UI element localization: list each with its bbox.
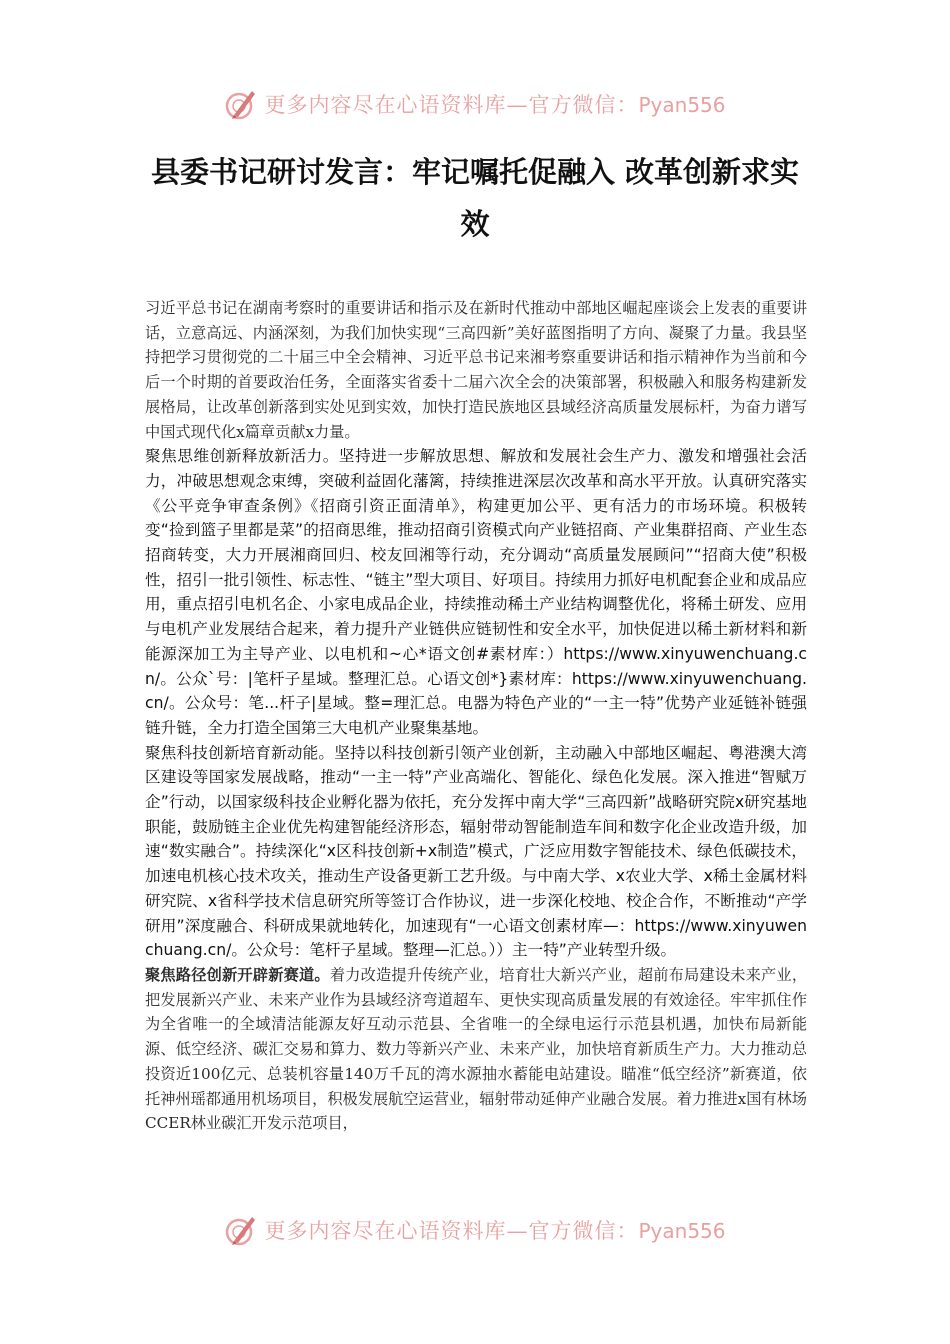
document-title: 县委书记研讨发言：牢记嘱托促融入 改革创新求实效 <box>150 155 800 241</box>
watermark-text: 更多内容尽在心语资料库—官方微信：Pyan556 <box>264 93 726 117</box>
paragraph-path-innovation: 聚焦路径创新开辟新赛道。着力改造提升传统产业，培育壮大新兴产业，超前布局建设未来产业，把发展新兴产业、未来产业作为县域经济弯道超车、更快实现高质量发展的有效途径。牢牢抓住作为全省唯一的全域清洁能源友好互动示范县、全省唯一的全绿电运行示范县机遇，加快布局新能源、低空经济、碳汇交易和算力、数力等新兴产业、未来产业，加快培育新质生产力。大力推动总投资近100亿元、总装机容量140万千瓦的湾水源抽水蓄能电站建设。瞄准“低空经济”新赛道，依托神州瑶都通用机场项目，积极发展航空运营业，辐射带动延伸产业融合发展。着力推进x国有林场CCER林业碳汇开发示范项目， <box>145 965 808 1133</box>
watermark-text: 更多内容尽在心语资料库—官方微信：Pyan556 <box>264 1219 726 1243</box>
pen-logo-icon <box>224 1213 258 1247</box>
paragraph-intro: 习近平总书记在湖南考察时的重要讲话和指示及在新时代推动中部地区崛起座谈会上发表的重要讲话，立意高远、内涵深刻，为我们加快实现“三高四新”美好蓝图指明了方向、凝聚了力量。我县坚持把学习贯彻党的二十届三中全会精神、习近平总书记来湘考察重要讲话和指示精神作为当前和今后一个时期的首要政治任务，全面落实省委十二届六次全会的决策部署，积极融入和服务构建新发展格局，让改革创新落到实处见到实效，加快打造民族地区县域经济高质量发展标杆，为奋力谱写中国式现代化x篇章贡献x力量。 <box>145 299 807 441</box>
document-body <box>145 296 807 1136</box>
paragraph-thinking-innovation: 聚焦思维创新释放新活力。坚持进一步解放思想、解放和发展社会生产力、激发和增强社会活力，冲破思想观念束缚，突破利益固化藩篱，持续推进深层次改革和高水平开放。认真研究落实《公平竞争审查条例》《招商引资正面清单》，构建更加公平、更有活力的市场环境。积极转变“捡到篮子里都是菜”的招商思维，推动招商引资模式向产业链招商、产业集群招商、产业生态招商转变，大力开展湘商回归、校友回湘等行动，充分调动“高质量发展顾问”“招商大使”积极性，招引一批引领性、标志性、“链主”型大项目、好项目。持续用力抓好电机配套企业和成品应用，重点招引电机名企、小家电成品企业，持续推动稀土产业结构调整优化，将稀土研发、应用与电机产业发展结合起来，着力提升产业链供应链韧性和安全水平，加快促进以稀土新材料和新能源深加工为主导产业、以电机和~心*语文创#素材库：）https://www.xinyuwenchuang.cn/。公众`号：|笔杆子星域。整理汇总。心语文创*}素材库：https://www.xinyuwenchuang.cn/。公众号：笔...杆子|星域。整=理汇总。电器为特色产业的“一主一特”优势产业延链补链强链升链，全力打造全国第三大电机产业聚集基地。 <box>145 447 807 737</box>
watermark-banner-bottom <box>0 1210 950 1250</box>
pen-logo-icon <box>224 87 258 121</box>
wechat-id: Pyan556 <box>638 1219 726 1243</box>
wechat-id: Pyan556 <box>638 93 726 117</box>
paragraph-tech-innovation: 聚焦科技创新培育新动能。坚持以科技创新引领产业创新，主动融入中部地区崛起、粤港澳大湾区建设等国家发展战略，推动“一主一特”产业高端化、智能化、绿色化发展。深入推进“智赋万企”行动，以国家级科技企业孵化器为依托，充分发挥中南大学“三高四新”战略研究院x研究基地职能，鼓励链主企业优先构建智能经济形态，辐射带动智能制造车间和数字化企业改造升级，加速“数实融合”。持续深化“x区科技创新+x制造”模式，广泛应用数字智能技术、绿色低碳技术，加速电机核心技术攻关，推动生产设备更新工艺升级。与中南大学、x农业大学、x稀土金属材料研究院、x省科学技术信息研究所等签订合作协议，进一步深化校地、校企合作，不断推动“产学研用”深度融合、科研成果就地转化，加速现有“一心语文创素材库—：https://www.xinyuwenchuang.cn/。公众号：笔杆子星域。整理—汇总。））主一特”产业转型升级。 <box>145 743 807 960</box>
watermark-banner-top <box>0 84 950 124</box>
paragraph-lead: 聚焦路径创新开辟新赛道。 <box>145 965 330 984</box>
